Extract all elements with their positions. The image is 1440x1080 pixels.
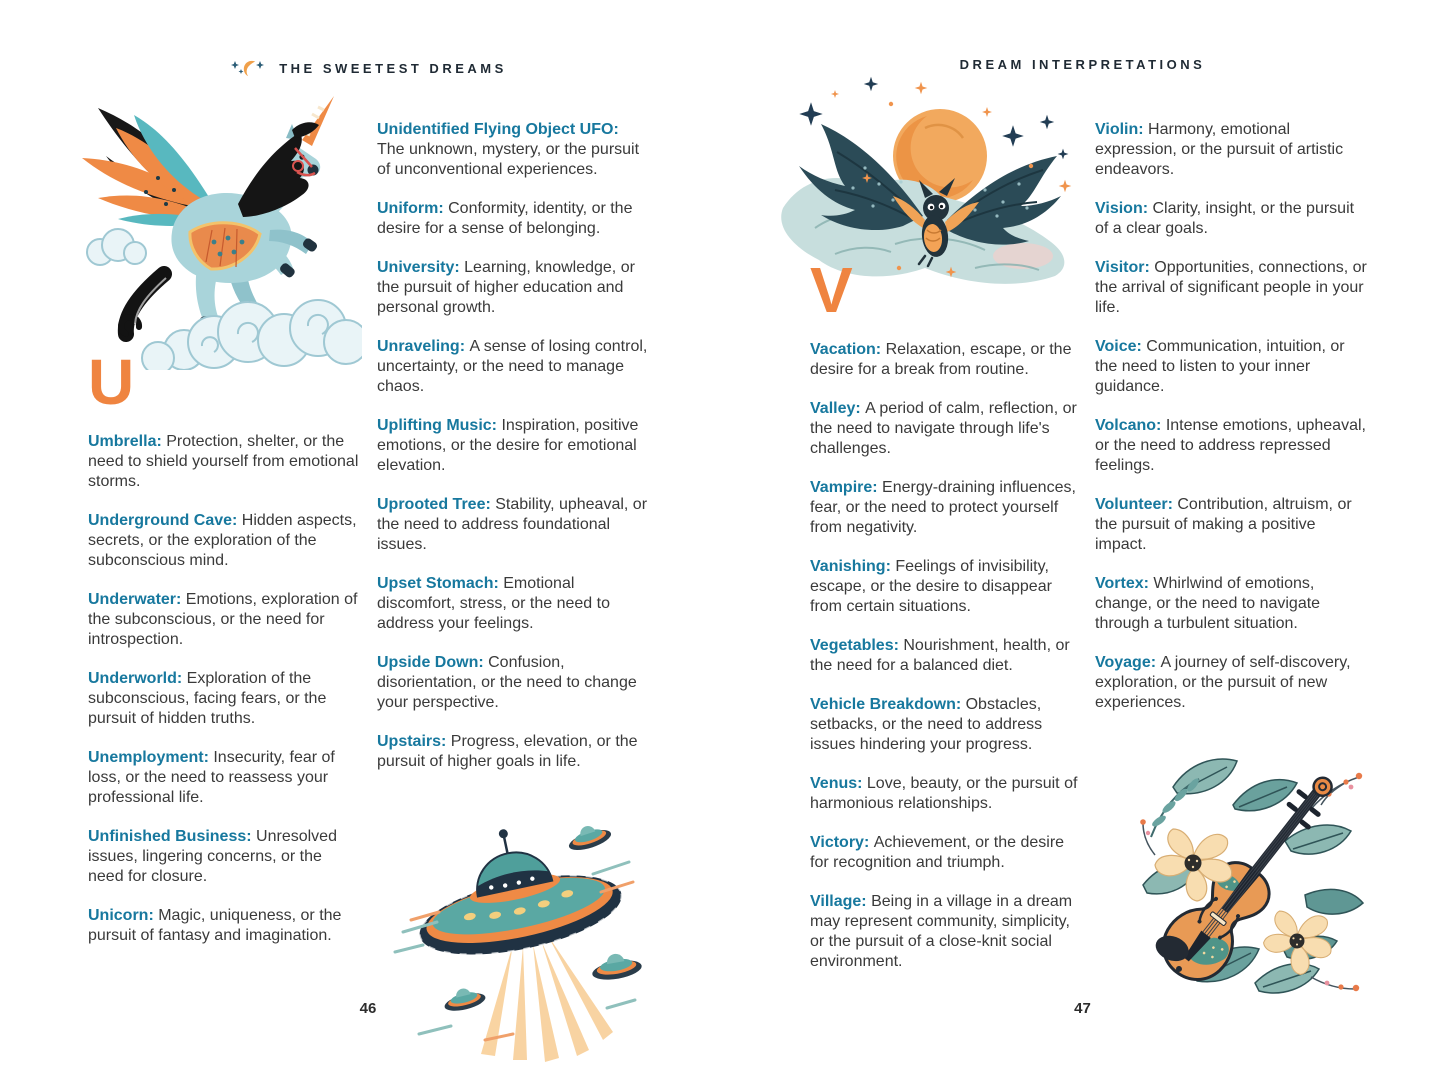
dictionary-entry — [88, 748, 360, 808]
dictionary-entry — [88, 511, 360, 571]
entry-definition: Inspiration, positive emotions, or the desire for emotional elevation. — [377, 417, 639, 474]
dictionary-entry — [1095, 258, 1367, 318]
dictionary-entry — [377, 337, 649, 397]
entry-term: Uprooted Tree: — [377, 496, 496, 513]
dictionary-entry — [377, 574, 649, 634]
left-running-head-text: THE SWEETEST DREAMS — [279, 61, 507, 76]
entry-definition: The unknown, mystery, or the pursuit of unconventional experiences. — [377, 141, 640, 178]
entry-list — [1095, 120, 1367, 713]
entry-term: Underwater: — [88, 591, 186, 608]
dictionary-entry — [810, 774, 1082, 814]
entry-definition: Learning, knowledge, or the pursuit of higher education and personal growth. — [377, 259, 635, 316]
entry-list — [88, 432, 360, 946]
entry-definition: Unresolved issues, lingering concerns, or the need for closure. — [88, 828, 337, 885]
entry-definition: A journey of self-discovery, exploration, or the pursuit of new experiences. — [1095, 654, 1351, 711]
ufo-illustration — [385, 812, 655, 1067]
entry-term: Uplifting Music: — [377, 417, 502, 434]
entry-term: Vehicle Breakdown: — [810, 696, 966, 713]
entry-term: Volcano: — [1095, 417, 1166, 434]
entry-definition: A sense of losing control, uncertainty, or the need to manage chaos. — [377, 338, 648, 395]
entry-definition: Relaxation, escape, or the desire for a break from routine. — [810, 341, 1072, 378]
entry-term: Voyage: — [1095, 654, 1161, 671]
entry-term: Valley: — [810, 400, 866, 417]
dictionary-entry — [810, 892, 1082, 972]
dictionary-entry — [88, 906, 360, 946]
entry-term: Visitor: — [1095, 259, 1155, 276]
left-page-number: 46 — [359, 1000, 377, 1017]
entry-term: Underworld: — [88, 670, 187, 687]
dictionary-entry — [377, 495, 649, 555]
entry-term: Venus: — [810, 775, 867, 792]
dictionary-entry — [88, 432, 360, 492]
entry-term: Unfinished Business: — [88, 828, 257, 845]
entry-definition: Emotional discomfort, stress, or the need to address your feelings. — [377, 575, 610, 632]
entry-definition: Clarity, insight, or the pursuit of a clear goals. — [1095, 200, 1355, 237]
dictionary-entry — [810, 478, 1082, 538]
entry-term: Village: — [810, 893, 872, 910]
entry-list — [810, 340, 1082, 972]
dictionary-entry — [377, 120, 649, 180]
dictionary-entry — [1095, 337, 1367, 397]
dictionary-entry — [1095, 653, 1367, 713]
entry-term: Vampire: — [810, 479, 883, 496]
entry-term: Uniform: — [377, 200, 449, 217]
dictionary-entry — [810, 340, 1082, 380]
entry-term: Upstairs: — [377, 733, 451, 750]
entry-term: Unraveling: — [377, 338, 470, 355]
entry-definition: Magic, uniqueness, or the pursuit of fantasy and imagination. — [88, 907, 342, 944]
entry-term: Upset Stomach: — [377, 575, 504, 592]
right-running-head-text: DREAM INTERPRETATIONS — [959, 57, 1206, 72]
entry-term: Unemployment: — [88, 749, 214, 766]
entry-term: Umbrella: — [88, 433, 167, 450]
entry-definition: Contribution, altruism, or the pursuit of making a positive impact. — [1095, 496, 1352, 553]
entry-definition: Feelings of invisibility, escape, or the desire to disappear from certain situations. — [810, 558, 1052, 615]
entry-definition: Intense emotions, upheaval, or the need to address repressed feelings. — [1095, 417, 1366, 474]
entry-term: Upside Down: — [377, 654, 489, 671]
entry-definition: Conformity, identity, or the desire for a sense of belonging. — [377, 200, 633, 237]
section-letter-u: U — [88, 346, 135, 418]
dictionary-entry — [1095, 574, 1367, 634]
entry-definition: Opportunities, connections, or the arrival of significant people in your life. — [1095, 259, 1367, 316]
dictionary-entry — [1095, 199, 1367, 239]
right-page-column-2 — [1095, 120, 1367, 732]
entry-term: Voice: — [1095, 338, 1147, 355]
entry-definition: A period of calm, reflection, or the need to navigate through life's challenges. — [810, 400, 1077, 457]
dictionary-entry — [810, 557, 1082, 617]
dictionary-entry — [88, 827, 360, 887]
entry-term: Vegetables: — [810, 637, 904, 654]
left-page-column-1 — [88, 346, 360, 965]
entry-definition: Communication, intuition, or the need to listen to your inner guidance. — [1095, 338, 1345, 395]
entry-term: Unicorn: — [88, 907, 159, 924]
entry-list — [377, 120, 649, 772]
dictionary-entry — [377, 732, 649, 772]
dictionary-entry — [810, 636, 1082, 676]
dictionary-entry — [377, 258, 649, 318]
violin-illustration — [1115, 745, 1375, 1015]
dictionary-entry — [88, 669, 360, 729]
entry-definition: Obstacles, setbacks, or the need to address issues hindering your progress. — [810, 696, 1043, 753]
entry-term: Vacation: — [810, 341, 886, 358]
right-page-number: 47 — [1074, 1000, 1091, 1017]
entry-term: Vision: — [1095, 200, 1153, 217]
dictionary-entry — [1095, 120, 1367, 180]
dictionary-entry — [810, 399, 1082, 459]
entry-definition: Harmony, emotional expression, or the pursuit of artistic endeavors. — [1095, 121, 1344, 178]
entry-definition: Nourishment, health, or the need for a balanced diet. — [810, 637, 1070, 674]
entry-definition: Hidden aspects, secrets, or the exploration of the subconscious mind. — [88, 512, 357, 569]
section-letter-v: V — [810, 254, 853, 326]
dictionary-entry — [1095, 416, 1367, 476]
entry-definition: Achievement, or the desire for recognition and triumph. — [810, 834, 1065, 871]
dictionary-entry — [1095, 495, 1367, 555]
dictionary-entry — [377, 653, 649, 713]
dictionary-entry — [377, 199, 649, 239]
stars-moon-icon — [229, 57, 269, 79]
dictionary-entry — [810, 833, 1082, 873]
entry-definition: Being in a village in a dream may represent community, simplicity, or the pursuit of a close-knit social environment. — [810, 893, 1073, 970]
entry-definition: Emotions, exploration of the subconscious, or the need for introspection. — [88, 591, 358, 648]
entry-term: Violin: — [1095, 121, 1149, 138]
entry-definition: Confusion, disorientation, or the need to change your perspective. — [377, 654, 637, 711]
entry-definition: Exploration of the subconscious, facing fears, or the pursuit of hidden truths. — [88, 670, 327, 727]
entry-term: Underground Cave: — [88, 512, 242, 529]
entry-definition: Energy-draining influences, fear, or the need to protect yourself from negativity. — [810, 479, 1076, 536]
entry-definition: Insecurity, fear of loss, or the need to reassess your professional life. — [88, 749, 335, 806]
dictionary-entry — [377, 416, 649, 476]
entry-definition: Love, beauty, or the pursuit of harmonious relationships. — [810, 775, 1078, 812]
dictionary-entry — [810, 695, 1082, 755]
entry-definition: Stability, upheaval, or the need to address foundational issues. — [377, 496, 648, 553]
right-page-column-1 — [810, 254, 1082, 991]
entry-term: University: — [377, 259, 465, 276]
dictionary-entry — [88, 590, 360, 650]
entry-term: Unidentified Flying Object UFO: — [377, 121, 619, 138]
entry-definition: Whirlwind of emotions, change, or the need to navigate through a turbulent situation. — [1095, 575, 1321, 632]
left-running-head — [88, 57, 648, 79]
entry-term: Vanishing: — [810, 558, 896, 575]
entry-definition: Progress, elevation, or the pursuit of higher goals in life. — [377, 733, 638, 770]
entry-term: Victory: — [810, 834, 874, 851]
entry-term: Vortex: — [1095, 575, 1154, 592]
entry-term: Volunteer: — [1095, 496, 1178, 513]
entry-definition: Protection, shelter, or the need to shield yourself from emotional storms. — [88, 433, 359, 490]
left-page-column-2 — [377, 120, 649, 791]
winged-unicorn-illustration — [62, 82, 362, 370]
